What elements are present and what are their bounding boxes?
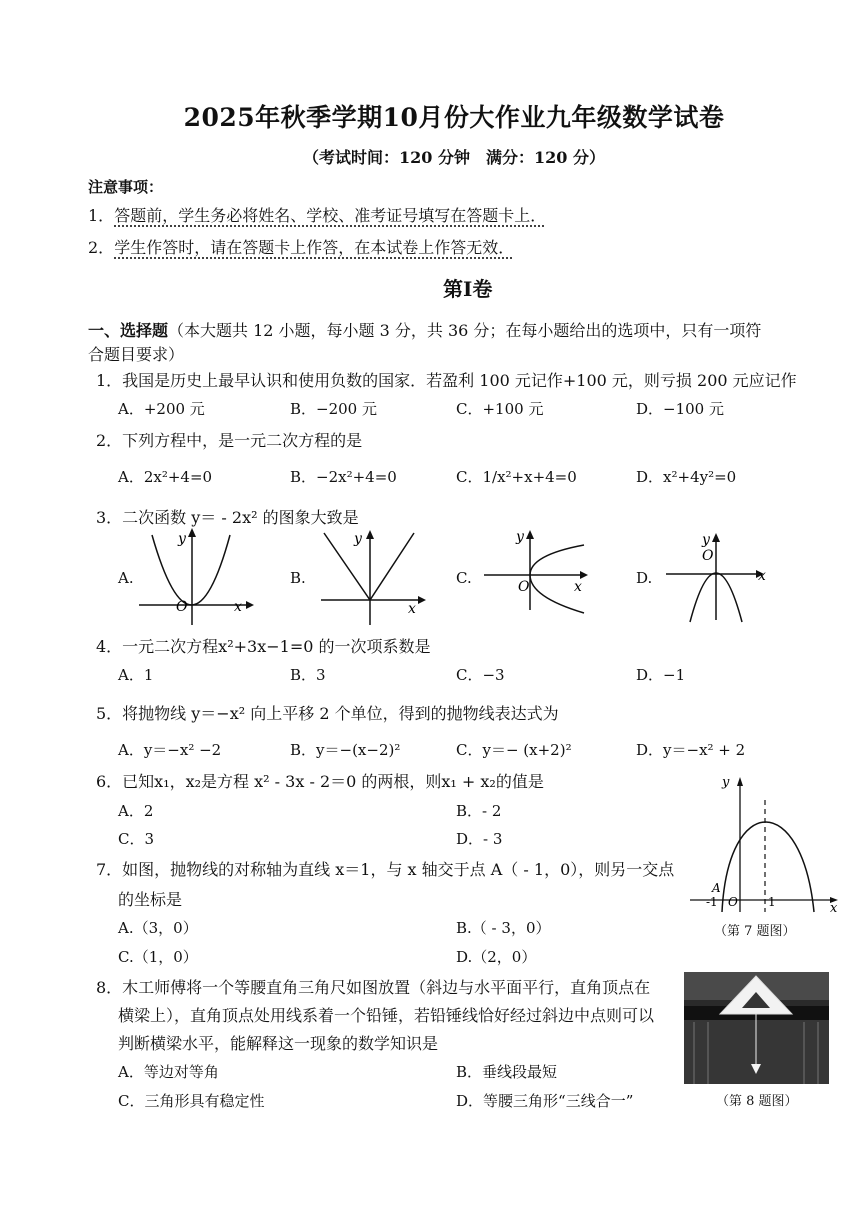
- q3b-y-label: y: [354, 531, 362, 547]
- q8-photo: [684, 972, 829, 1084]
- q7-option-c: C.（1，0）: [118, 948, 198, 966]
- q6-stem: 6．已知x₁，x₂是方程 x² - 3x - 2＝0 的两根，则x₁ + x₂的值是: [96, 772, 544, 791]
- q5-option-a: A．y＝−x² −2: [118, 741, 222, 759]
- q3-label-d: D.: [636, 569, 653, 587]
- q5-stem: 5．将抛物线 y＝−x² 向上平移 2 个单位，得到的抛物线表达式为: [96, 704, 559, 723]
- q2-stem: 2．下列方程中，是一元二次方程的是: [96, 431, 363, 450]
- q7-fig-neg1: -1: [706, 895, 718, 909]
- q6-option-c: C．3: [118, 830, 155, 848]
- q2-option-c: C．1/x²+x+4=0: [456, 468, 577, 486]
- q2-option-b: B．−2x²+4=0: [290, 468, 397, 486]
- q3a-y-label: y: [178, 531, 186, 547]
- q3a-x-label: x: [234, 599, 242, 615]
- q7-option-d: D.（2，0）: [456, 948, 537, 966]
- q8-option-a: A．等边对等角: [118, 1063, 219, 1081]
- q2-option-d: D．x²+4y²=0: [636, 468, 737, 486]
- q4-option-d: D．−1: [636, 666, 686, 684]
- q5-option-c: C．y＝− (x+2)²: [456, 741, 572, 759]
- q3c-x-label: x: [574, 579, 582, 595]
- part-heading-line2: 合题目要求）: [88, 345, 185, 364]
- q7-fig-x: x: [830, 901, 838, 914]
- q1-option-a: A．+200 元: [118, 400, 205, 418]
- q4-stem: 4．一元二次方程x²+3x−1=0 的一次项系数是: [96, 637, 431, 656]
- q8-stem-line2: 横梁上），直角顶点处用线系着一个铅锤，若铅锤线恰好经过斜边中点则可以: [118, 1006, 655, 1025]
- q3b-x-label: x: [408, 601, 416, 617]
- q3-label-a: A.: [118, 569, 134, 587]
- exam-info: （考试时间：120 分钟 满分：120 分）: [303, 148, 605, 167]
- notes-heading: 注意事项：: [88, 178, 164, 196]
- page-title: 2025年秋季学期10月份大作业九年级数学试卷: [183, 103, 725, 132]
- section-title: 第Ⅰ卷: [443, 277, 493, 301]
- q3-stem: 3．二次函数 y＝ - 2x² 的图象大致是: [96, 508, 359, 527]
- note-item: 1．答题前，学生务必将姓名、学校、准考证号填写在答题卡上．: [88, 206, 547, 225]
- q7-figure: [688, 772, 840, 914]
- q8-stem-line3: 判断横梁水平，能解释这一现象的数学知识是: [118, 1034, 439, 1053]
- q3d-y-label: y: [702, 532, 710, 548]
- q8-option-b: B．垂线段最短: [456, 1063, 558, 1081]
- q1-option-d: D．−100 元: [636, 400, 724, 418]
- q5-option-b: B．y＝−(x−2)²: [290, 741, 401, 759]
- q3-graph-b: [316, 525, 426, 630]
- q7-fig-y: y: [722, 775, 730, 790]
- q7-fig-o: O: [728, 895, 738, 909]
- q8-stem: 8．木工师傅将一个等腰直角三角尺如图放置（斜边与水平面平行，直角顶点在: [96, 978, 651, 997]
- q3-graph-c: [480, 525, 590, 615]
- q3c-y-label: y: [516, 529, 524, 545]
- q7-stem-line2: 的坐标是: [118, 890, 183, 909]
- q7-fig-a: A: [712, 881, 721, 895]
- q3d-x-label: x: [758, 568, 766, 584]
- note-item: 2．学生作答时，请在答题卡上作答，在本试卷上作答无效．: [88, 238, 515, 257]
- q5-option-d: D．y＝−x² + 2: [636, 741, 746, 759]
- q6-option-b: B．- 2: [456, 802, 502, 820]
- q3d-origin: O: [702, 548, 714, 564]
- q7-caption: （第 7 题图）: [714, 924, 796, 939]
- q3-graph-a: [134, 525, 254, 630]
- q7-stem: 7．如图，抛物线的对称轴为直线 x＝1，与 x 轴交于点 A（ - 1，0），则另一交点: [96, 860, 675, 879]
- q3-graph-d: [664, 528, 774, 626]
- q7-option-a: A.（3，0）: [118, 919, 198, 937]
- q8-caption: （第 8 题图）: [716, 1094, 798, 1109]
- q1-option-b: B．−200 元: [290, 400, 377, 418]
- part-heading: 一、选择题（本大题共 12 小题，每小题 3 分，共 36 分；在每小题给出的选项中，只有一项符: [88, 321, 762, 340]
- q7-option-b: B.（ - 3，0）: [456, 919, 551, 937]
- q2-option-a: A．2x²+4=0: [118, 468, 213, 486]
- q1-option-c: C．+100 元: [456, 400, 544, 418]
- q3-label-c: C.: [456, 569, 472, 587]
- q4-option-a: A．1: [118, 666, 154, 684]
- q3c-origin: O: [518, 579, 530, 595]
- q8-option-c: C．三角形具有稳定性: [118, 1092, 265, 1110]
- q6-option-a: A．2: [118, 802, 154, 820]
- q4-option-c: C．−3: [456, 666, 505, 684]
- q8-option-d: D．等腰三角形“三线合一”: [456, 1092, 634, 1110]
- q1-stem: 1．我国是历史上最早认识和使用负数的国家．若盈利 100 元记作+100 元，则亏损 200 元应记作: [96, 371, 797, 390]
- q3a-origin: O: [176, 599, 188, 615]
- q3-label-b: B.: [290, 569, 306, 587]
- q6-option-d: D．- 3: [456, 830, 503, 848]
- q4-option-b: B．3: [290, 666, 326, 684]
- q7-fig-one: 1: [768, 895, 776, 909]
